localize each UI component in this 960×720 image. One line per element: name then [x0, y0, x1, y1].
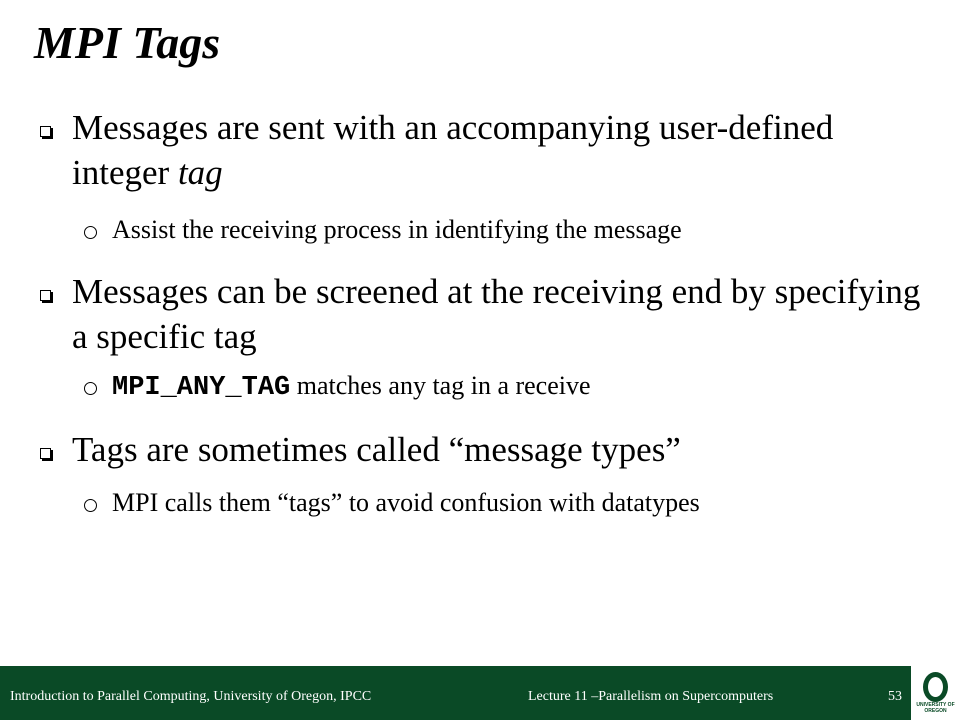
slide-title: MPI Tags — [34, 17, 221, 68]
square-bullet-icon — [40, 448, 51, 459]
bullet-text-3: Tags are sometimes called “message types” — [72, 430, 681, 469]
slide-footer — [0, 666, 911, 720]
bullet-item-3 — [34, 427, 939, 472]
circle-bullet-icon — [84, 226, 97, 239]
sub-bullet-text-2: matches any tag in a receive — [290, 371, 591, 400]
circle-bullet-icon — [84, 499, 97, 512]
footer-course-info: Introduction to Parallel Computing, University of Oregon, IPCC — [10, 689, 372, 704]
bullet-item-2 — [34, 269, 939, 359]
bullet-text-2: Messages can be screened at the receiving end by specifying a specific tag — [72, 272, 921, 356]
sub-bullet-text-3: MPI calls them “tags” to avoid confusion with datatypes — [112, 488, 700, 517]
bullet-text-1: Messages are sent with an accompanying user-defined integer — [72, 108, 834, 192]
sub-bullet-item-2 — [34, 369, 939, 405]
sub-bullet-text-1: Assist the receiving process in identifying the message — [112, 215, 682, 244]
slide-content — [34, 105, 939, 520]
square-bullet-icon — [40, 290, 51, 301]
circle-bullet-icon — [84, 382, 97, 395]
square-bullet-icon — [40, 126, 51, 137]
bullet-emphasis-tag: tag — [177, 153, 223, 192]
bullet-item-1 — [34, 105, 939, 195]
footer-lecture-title: Lecture 11 –Parallelism on Supercomputers — [528, 689, 774, 704]
university-of-oregon-logo — [911, 666, 960, 720]
sub-bullet-item-3 — [34, 486, 939, 520]
logo-text: UNIVERSITY OF OREGON — [916, 702, 955, 714]
sub-bullet-item-1 — [34, 213, 939, 247]
oregon-o-icon — [923, 672, 948, 702]
page-number: 53 — [888, 689, 902, 704]
code-mpi-any-tag: MPI_ANY_TAG — [112, 373, 291, 403]
